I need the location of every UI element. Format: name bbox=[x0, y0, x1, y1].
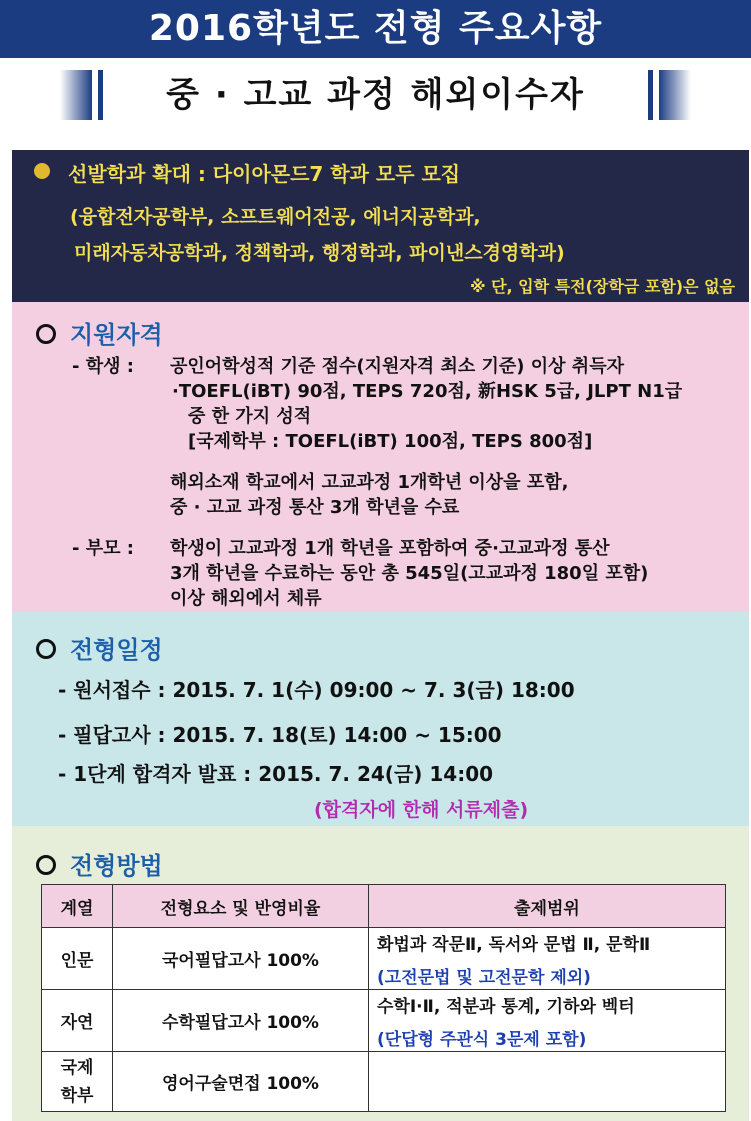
eligibility-heading bbox=[36, 315, 163, 350]
row-element: 영어구술면접 100% bbox=[113, 1052, 369, 1112]
schedule-line-1: - 원서접수 : 2015. 7. 1(수) 09:00 ~ 7. 3(금) 18:00 bbox=[58, 678, 575, 702]
student-line-1: 공인어학성적 기준 점수(지원자격 최소 기준) 이상 취득자 bbox=[170, 356, 624, 377]
row-scope-text: 수학Ⅰ·Ⅱ, 적분과 통계, 기하와 벡터 bbox=[377, 997, 635, 1017]
schedule-line-2: - 필답고사 : 2015. 7. 18(토) 14:00 ~ 15:00 bbox=[58, 723, 502, 747]
method-heading bbox=[36, 846, 163, 881]
table-header-row bbox=[42, 885, 726, 928]
student-line-3: 중 한 가지 성적 bbox=[188, 406, 312, 427]
schedule-section bbox=[12, 612, 749, 826]
schedule-line-3: - 1단계 합격자 발표 : 2015. 7. 24(금) 14:00 bbox=[58, 762, 494, 786]
highlight-note: ※ 단, 입학 특전(장학금 포함)은 없음 bbox=[469, 277, 735, 296]
row-scope-note: (고전문법 및 고전문학 제외) bbox=[377, 968, 591, 988]
row-scope bbox=[369, 990, 726, 1052]
table-row bbox=[42, 1052, 726, 1112]
table-row bbox=[42, 990, 726, 1052]
student-line-2: ·TOEFL(iBT) 90점, TEPS 720점, 新HSK 5급, JLPT N1급 bbox=[172, 381, 683, 402]
parent-line-1: 학생이 고교과정 1개 학년을 포함하여 중·고교과정 통산 bbox=[170, 538, 610, 559]
circle-bullet-icon bbox=[36, 324, 56, 344]
eligibility-section bbox=[12, 302, 749, 612]
row-scope-note: (단답형 주관식 3문제 포함) bbox=[377, 1030, 587, 1050]
row-track: 인문 bbox=[42, 928, 113, 990]
row-element: 수학필답고사 100% bbox=[113, 990, 369, 1052]
circle-bullet-icon bbox=[36, 639, 56, 659]
table-row bbox=[42, 928, 726, 990]
method-table bbox=[41, 884, 726, 1112]
page-subtitle: 중 · 고교 과정 해외이수자 bbox=[166, 75, 585, 115]
schedule-heading-text: 전형일정 bbox=[70, 636, 163, 664]
row-scope bbox=[369, 928, 726, 990]
row-track: 국제 학부 bbox=[42, 1052, 113, 1112]
schedule-note: (합격자에 한해 서류제출) bbox=[314, 799, 529, 821]
student-line-6: 중 · 고교 과정 통산 3개 학년을 수료 bbox=[170, 497, 460, 518]
student-line-5: 해외소재 학교에서 고교과정 1개학년 이상을 포함, bbox=[170, 472, 569, 493]
bullet-dot-icon bbox=[34, 163, 50, 179]
column-header-element: 전형요소 및 반영비율 bbox=[113, 885, 369, 928]
highlight-line-3: 미래자동차공학과, 정책학과, 행정학과, 파이낸스경영학과) bbox=[74, 242, 565, 264]
schedule-heading bbox=[36, 630, 163, 665]
student-line-4: [국제학부 : TOEFL(iBT) 100점, TEPS 800점] bbox=[188, 431, 593, 452]
subtitle-banner bbox=[0, 64, 751, 126]
parent-line-3: 이상 해외에서 체류 bbox=[170, 588, 322, 609]
parent-label: - 부모 : bbox=[72, 538, 134, 559]
column-header-track: 계열 bbox=[42, 885, 113, 928]
page-title: 2016학년도 전형 주요사항 bbox=[0, 0, 751, 58]
row-track: 자연 bbox=[42, 990, 113, 1052]
highlight-section bbox=[12, 150, 749, 302]
parent-line-2: 3개 학년을 수료하는 동안 총 545일(고교과정 180일 포함) bbox=[170, 563, 649, 584]
method-heading-text: 전형방법 bbox=[70, 852, 163, 880]
row-scope bbox=[369, 1052, 726, 1112]
student-label: - 학생 : bbox=[72, 356, 134, 377]
eligibility-heading-text: 지원자격 bbox=[70, 321, 163, 349]
circle-bullet-icon bbox=[36, 855, 56, 875]
column-header-scope: 출제범위 bbox=[369, 885, 726, 928]
highlight-line-2: (융합전자공학부, 소프트웨어전공, 에너지공학과, bbox=[70, 206, 481, 228]
row-element: 국어필답고사 100% bbox=[113, 928, 369, 990]
highlight-line-1: 선발학과 확대 : 다이아몬드7 학과 모두 모집 bbox=[68, 162, 461, 186]
row-scope-text: 화법과 작문Ⅱ, 독서와 문법 Ⅱ, 문학Ⅱ bbox=[377, 935, 651, 955]
